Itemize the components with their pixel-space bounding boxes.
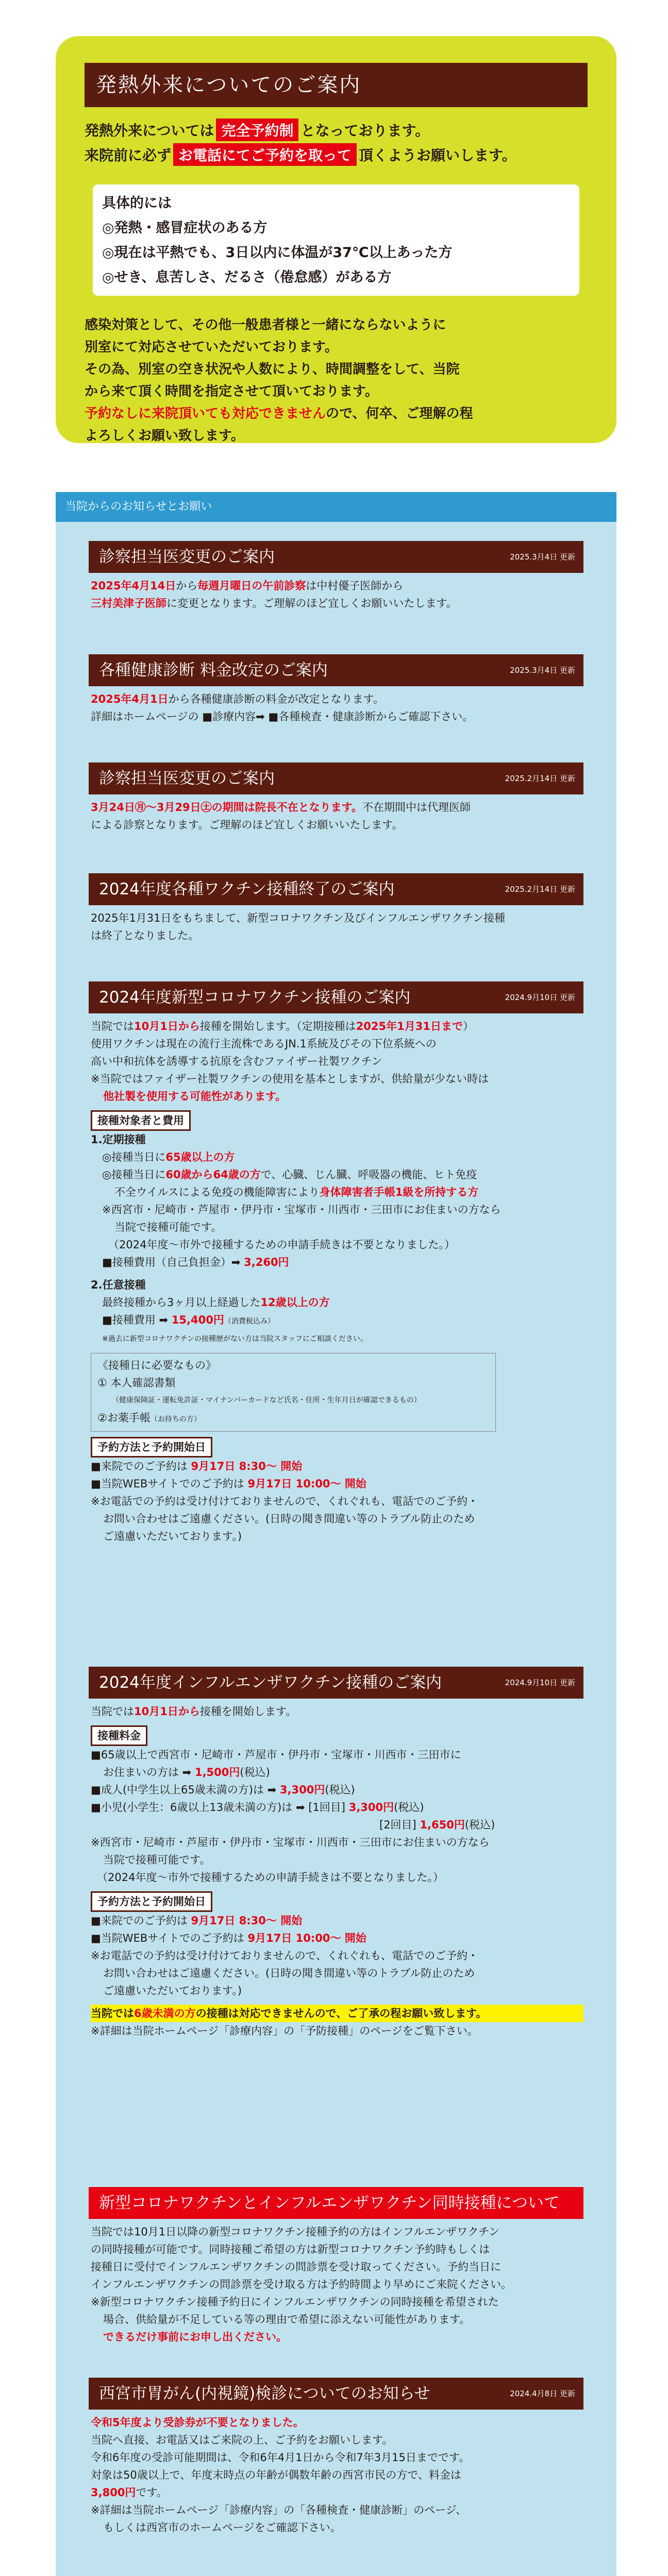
text-line — [91, 1018, 583, 1035]
text-line: (税込) — [240, 1766, 270, 1778]
requirements-box — [91, 1353, 496, 1432]
update-date: 2025.2月14日 更新 — [505, 885, 575, 894]
text-line: 診察担当医変更のご案内 — [99, 769, 275, 788]
notice-title-bar — [89, 541, 583, 573]
text-line: よろしくお願い致します。 — [85, 428, 244, 444]
text-line — [89, 2223, 583, 2346]
text-line: ① 本人確認書類 — [97, 1377, 176, 1389]
text-line: お問い合わせはご遠慮ください。(日時の聞き間違い等のトラブル防止のため — [103, 1513, 475, 1525]
text-line: できるだけ事前にお申し出ください。 — [103, 2331, 287, 2343]
text-line: 毎週月曜日の午前診察 — [197, 580, 306, 592]
fever-body — [85, 314, 590, 447]
fever-clinic-notice — [56, 36, 616, 443]
text-line: 接種日に受付でインフルエンザワクチンの問診票を受け取ってください。予約当日に — [91, 2261, 502, 2273]
text-line: お住まいの方は ➡ — [103, 1766, 192, 1778]
text-line — [91, 1148, 583, 1166]
text-line: ■当院WEBサイトでのご予約は — [91, 1932, 244, 1944]
text-line: 令和5年度より受診券が不要となりました。 — [91, 2416, 304, 2429]
subhead: 予約方法と予約開始日 — [91, 1437, 212, 1458]
text-line: ※詳細は当院ホームページ「診療内容」の「予防接種」のページをご覧下さい。 — [91, 2025, 478, 2037]
text-line: 予約なしに来院頂いても対応できませんので、何卒、ご理解の程 — [85, 406, 473, 421]
text-line — [91, 799, 583, 816]
text-line — [91, 1764, 583, 1781]
notice-doctor-change-1 — [89, 541, 583, 612]
text-line: (税込) — [325, 1784, 355, 1796]
text-line: の接種は対応できませんので、ご了承の程お願い致します。 — [195, 2007, 487, 2020]
notice-health-check-fee — [89, 654, 583, 725]
text-line: 9月17日 10:00～ 開始 — [247, 1932, 366, 1944]
subhead: 接種料金 — [91, 1725, 147, 1746]
reservation-tag: 完全予約制 — [216, 118, 298, 141]
text-line — [89, 762, 583, 794]
notice-area — [56, 492, 616, 2576]
text-line: 接種を開始します。 — [199, 1705, 297, 1718]
text-line — [91, 1781, 583, 1799]
text-line: 令和6年度の受診可能期間は、令和6年4月1日から令和7年3月15日までです。 — [91, 2451, 470, 2464]
text-line: 9月17日 8:30～ 開始 — [191, 1914, 303, 1927]
text-line: 診察担当医変更のご案内 — [99, 548, 275, 566]
text-line — [91, 1929, 583, 1947]
text-line: 頂くようお願いします。 — [359, 147, 516, 164]
text-line: から来て頂く時間を指定させて頂いております。 — [85, 384, 378, 399]
text-line: （2024年度～市外で接種するための申請手続きは不要となりました。） — [97, 1871, 444, 1884]
text-line: 最終接種から3ヶ月以上経過した — [102, 1296, 261, 1309]
text-line: 当院では10月1日以降の新型コロナワクチン接種予約の方はインフルエンザワクチン — [91, 2226, 500, 2238]
fever-title: 発熱外来についてのご案内 — [85, 63, 588, 107]
text-line: （2024年度～市外で接種するための申請手続きは不要となりました。） — [108, 1239, 455, 1251]
text-line: 2025年1月31日まで — [356, 1020, 463, 1032]
text-line: ■来院でのご予約は — [91, 1460, 188, 1472]
text-line: 他社製を使用する可能性があります。 — [103, 1090, 287, 1103]
text-line — [91, 577, 583, 595]
text-line: 当院では — [91, 1020, 134, 1032]
update-date: 2024.9月10日 更新 — [505, 993, 575, 1002]
text-line: ） — [462, 1020, 474, 1032]
text-line: 2025年4月1日 — [91, 693, 169, 705]
text-line: ※詳細は当院ホームページ「診療内容」の「各種検査・健康診断」のページ、 — [91, 2504, 467, 2516]
fever-line-1 — [85, 118, 429, 141]
text-line — [91, 1475, 583, 1493]
text-line: 来院前に必ず — [85, 147, 172, 164]
text-line: 9月17日 10:00～ 開始 — [247, 1478, 366, 1490]
text-line: もしくは西宮市のホームページをご確認下さい。 — [103, 2521, 341, 2534]
text-line: 詳細はホームページの ■診療内容➡ ■各種検査・健康診断からご確認下さい。 — [91, 710, 474, 723]
text-line — [89, 654, 583, 686]
text-line: 3月24日㊊～3月29日㊏の期間は院長不在となります。 — [91, 801, 362, 814]
text-line: 1,650円 — [420, 1819, 465, 1831]
text-line: お問い合わせはご遠慮ください。(日時の聞き間違い等のトラブル防止のため — [103, 1967, 475, 1979]
text-line: による診察となります。ご理解のほど宜しくお願いいたします。 — [91, 819, 403, 831]
phone-tag: お電話にてご予約を取って — [173, 143, 357, 166]
text-line: 10月1日から — [134, 1020, 200, 1032]
update-date: 2024.4月8日 更新 — [510, 2389, 575, 2398]
text-line: ■小児(小学生：6歳以上13歳未満の方)は ➡ [1回目] — [91, 1801, 346, 1814]
symptom-item: ◎せき、息苦しさ、だるさ（倦怠感）がある方 — [102, 269, 392, 285]
text-line: ※西宮市・尼崎市・芦屋市・伊丹市・宝塚市・川西市・三田市にお住まいの方なら — [102, 1204, 501, 1216]
text-line — [91, 1166, 583, 1183]
text-line: ②お薬手帳 — [97, 1412, 151, 1424]
text-line: は終了となりました。 — [91, 929, 199, 942]
symptom-item: ◎現在は平熱でも、3日以内に体温が37℃以上あった方 — [102, 245, 453, 261]
text-line: から各種健康診断の料金が改定となります。 — [168, 693, 384, 705]
text-line — [89, 577, 583, 612]
text-line — [91, 1458, 583, 1475]
subhead: 接種対象者と費用 — [91, 1110, 191, 1131]
text-line: 2024年度インフルエンザワクチン接種のご案内 — [99, 1673, 442, 1692]
text-line: 新型コロナワクチンとインフルエンザワクチン同時接種について — [99, 2194, 560, 2212]
text-line — [89, 1667, 583, 1699]
text-line — [89, 2378, 583, 2410]
text-line — [89, 690, 583, 725]
text-line: 9月17日 8:30～ 開始 — [191, 1460, 303, 1472]
text-line: 3,260円 — [244, 1256, 289, 1268]
text-line: 60歳から64歳の方 — [165, 1168, 261, 1181]
text-line — [89, 873, 583, 905]
text-line: 2024年度各種ワクチン接種終了のご案内 — [99, 880, 395, 899]
text-line: (税込) — [394, 1801, 424, 1814]
text-line: 対象は50歳以上で、年度末時点の年齢が偶数年齢の西宮市民の方で、料金は — [91, 2469, 461, 2481]
text-line: （健康保険証・運転免許証・マイナンバーカードなど氏名・住所・生年月日が確認できるもの） — [112, 1396, 421, 1404]
text-line: ご遠慮いただいております。) — [103, 1985, 242, 1997]
text-line: ※お電話での予約は受け付けておりませんので、くれぐれも、電話でのご予約・ — [91, 1950, 479, 1962]
text-line: 不在期間中は代理医師 — [362, 801, 471, 814]
text-line: 3,300円 — [279, 1784, 325, 1796]
text-line: 身体障害者手帳1級を所持する方 — [319, 1186, 479, 1198]
fever-line-2 — [85, 143, 516, 166]
text-line: 15,400円 — [171, 1314, 224, 1326]
text-line: ■当院WEBサイトでのご予約は — [91, 1478, 244, 1490]
text-line: から — [176, 580, 198, 592]
text-line: （お持ちの方） — [150, 1415, 201, 1423]
text-line — [91, 1703, 583, 1720]
text-line: 当院では — [91, 1705, 134, 1718]
text-line: 1,500円 — [194, 1766, 240, 1778]
text-line: その為、別室の空き状況や人数により、時間調整をして、当院 — [85, 362, 460, 377]
text-line: 感染対策として、その他一般患者様と一緒にならないように — [85, 317, 446, 333]
text-line — [97, 1409, 489, 1428]
text-line: インフルエンザワクチンの問診票を受け取る方は予約時間より早めにご来院ください。 — [91, 2278, 512, 2291]
text-line: ※当院ではファイザー社製ワクチンの使用を基本としますが、供給量が少ない時は — [91, 1073, 489, 1085]
text-line: ※新型コロナワクチン接種予約日にインフルエンザワクチンの同時接種を希望された — [91, 2296, 499, 2308]
text-line: ◎接種当日に — [102, 1151, 166, 1163]
text-line — [89, 2414, 583, 2536]
text-line: 6歳未満の方 — [134, 2007, 196, 2020]
text-line: ■来院でのご予約は — [91, 1914, 188, 1927]
text-line: 西宮市胃がん(内視鏡)検診についてのお知らせ — [99, 2384, 430, 2403]
text-line: 《接種日に必要なもの》 — [97, 1359, 216, 1371]
subhead: 予約方法と予約開始日 — [91, 1891, 212, 1912]
text-line: 場合、供給量が不足している等の理由で希望に添えない可能性があります。 — [103, 2313, 471, 2326]
text-line: 3,300円 — [348, 1801, 394, 1814]
text-line: 三村美津子医師 — [91, 597, 166, 609]
text-line: に変更となります。ご理解のほど宜しくお願いいたします。 — [166, 597, 457, 609]
notice-simultaneous-vaccine — [89, 2187, 583, 2346]
text-line: [2回目] — [379, 1819, 416, 1831]
notice-stomach-cancer-screening — [89, 2378, 583, 2536]
text-line: 別室にて対応させていただいております。 — [85, 340, 338, 355]
text-line: となっております。 — [300, 122, 430, 139]
text-line — [91, 1253, 583, 1271]
text-line — [91, 1294, 583, 1311]
text-line: 不全ウイルスによる免疫の機能障害により — [114, 1186, 320, 1198]
text-line — [91, 1311, 583, 1330]
text-line: 65歳以上の方 — [165, 1151, 235, 1163]
text-line: 当院で接種可能です。 — [103, 1854, 211, 1866]
text-line: 高い中和抗体を誘導する抗原を含むファイザー社製ワクチン — [91, 1055, 382, 1067]
text-line: 2025年1月31日をもちまして、新型コロナワクチン及びインフルエンザワクチン接種 — [91, 912, 506, 924]
text-line: 当院では — [91, 2007, 134, 2020]
symptom-item: ◎発熱・感冒症状のある方 — [102, 220, 268, 236]
text-line — [91, 595, 583, 612]
text-line: 12歳以上の方 — [260, 1296, 330, 1309]
update-date: 2025.3月4日 更新 — [510, 552, 575, 562]
text-line: ■65歳以上で西宮市・尼崎市・芦屋市・伊丹市・宝塚市・川西市・三田市に — [91, 1749, 461, 1761]
notice-header: 当院からのお知らせとお願い — [56, 492, 616, 522]
update-date: 2025.3月4日 更新 — [510, 666, 575, 675]
symptom-box — [93, 184, 579, 296]
text-line: 2025年4月14日 — [91, 580, 176, 592]
text-line: 各種健康診断 料金改定のご案内 — [99, 661, 328, 680]
text-line: 使用ワクチンは現在の流行主流株であるJN.1系統及びその下位系統への — [91, 1038, 437, 1050]
text-line: 3,800円 — [91, 2486, 136, 2499]
notice-doctor-change-2 — [89, 762, 583, 834]
text-line: 1.定期接種 — [91, 1133, 146, 1146]
text-line — [91, 1816, 583, 1834]
text-line: ◎接種当日に — [102, 1168, 166, 1181]
update-date: 2024.9月10日 更新 — [505, 1678, 575, 1687]
text-line — [89, 799, 583, 834]
text-line — [89, 1703, 583, 2040]
text-line: ※お電話での予約は受け付けておりませんので、くれぐれも、電話でのご予約・ — [91, 1495, 479, 1507]
text-line: ご遠慮いただいております。) — [103, 1530, 242, 1543]
text-line: ■接種費用 ➡ — [102, 1314, 169, 1326]
text-line: ※過去に新型コロナワクチンの接種歴がない方は当院スタッフにご相談ください。 — [102, 1335, 368, 1343]
text-line: ※西宮市・尼崎市・芦屋市・伊丹市・宝塚市・川西市・三田市にお住まいの方なら — [91, 1836, 490, 1849]
text-line: 接種を開始します。（定期接種は — [199, 1020, 356, 1032]
update-date: 2025.2月14日 更新 — [505, 774, 575, 783]
text-line: です。 — [136, 2486, 168, 2499]
symptom-heading: 具体的には — [102, 195, 172, 211]
text-line — [91, 1912, 583, 1929]
text-line: 当院へ直接、お電話又はご来院の上、ご予約をお願いします。 — [91, 2434, 393, 2446]
text-line — [91, 2484, 583, 2501]
text-line: 発熱外来については — [85, 122, 214, 139]
notice-title-bar-red — [89, 2187, 583, 2219]
notice-vaccine-end — [89, 873, 583, 944]
notice-covid-vaccine — [89, 981, 583, 1545]
text-line: ■接種費用（自己負担金）➡ — [102, 1256, 241, 1268]
text-line: ■成人(中学生以上65歳未満の方)は ➡ — [91, 1784, 277, 1796]
text-line: で、心臓、じん臓、呼吸器の機能、ヒト免疫 — [260, 1168, 477, 1181]
text-line: 2024年度新型コロナワクチン接種のご案内 — [99, 988, 411, 1007]
text-line: 10月1日から — [134, 1705, 200, 1718]
text-line: （消費税込み） — [224, 1317, 275, 1326]
notice-flu-vaccine — [89, 1667, 583, 2040]
text-line: の同時接種が可能です。同時接種ご希望の方は新型コロナワクチン予約時もしくは — [91, 2243, 490, 2256]
text-line — [89, 909, 583, 944]
age-notice — [91, 2005, 583, 2022]
text-line: は中村優子医師から — [306, 580, 404, 592]
text-line — [89, 981, 583, 1013]
text-line — [91, 690, 583, 708]
text-line — [91, 1183, 583, 1201]
text-line: 2.任意接種 — [91, 1279, 146, 1291]
text-line: 当院で接種可能です。 — [114, 1221, 222, 1233]
text-line — [91, 1799, 583, 1816]
text-line — [89, 1018, 583, 1545]
text-line: (税込) — [464, 1819, 495, 1831]
